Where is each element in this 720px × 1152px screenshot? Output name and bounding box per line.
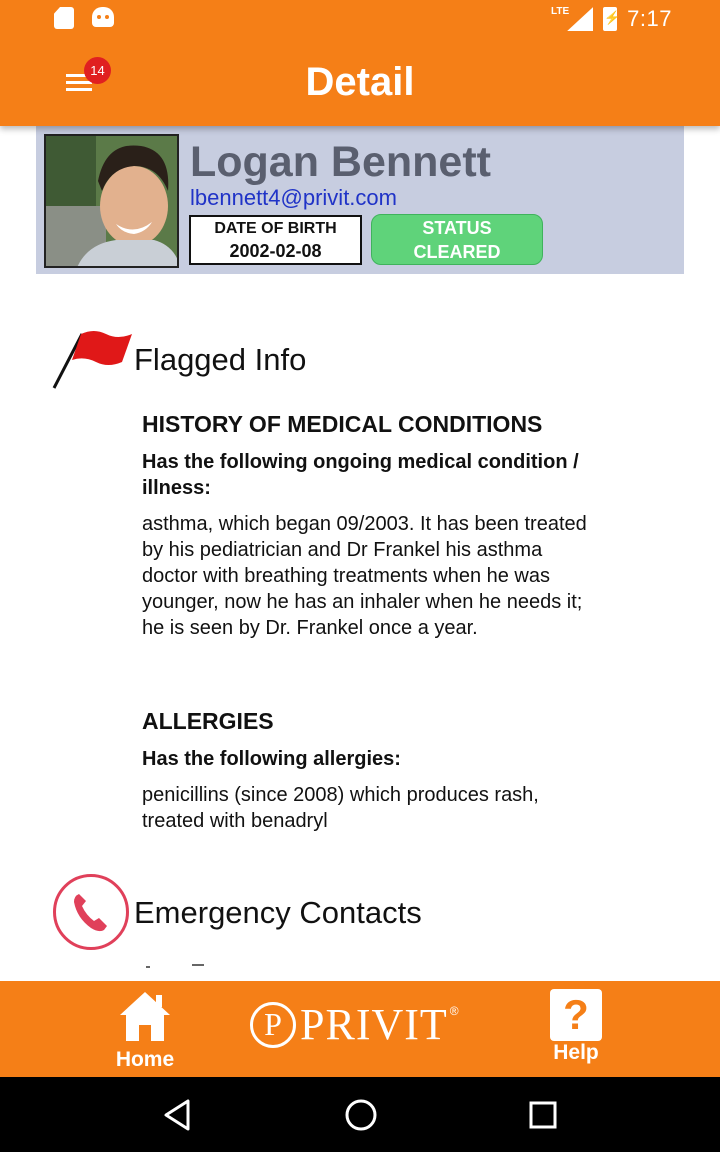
- allergies-heading: ALLERGIES: [142, 708, 274, 734]
- bottom-nav: [0, 981, 720, 1077]
- status-bar-right: [551, 6, 672, 32]
- content-cutoff-marks: [130, 960, 230, 968]
- dob-value: 2002-02-08: [229, 241, 322, 261]
- privit-wordmark: PRIVIT: [300, 1000, 448, 1049]
- status-time: 7:17: [627, 6, 672, 31]
- sd-card-icon: [54, 7, 74, 29]
- privit-mark: P: [250, 1002, 296, 1048]
- profile-name: Logan Bennett: [190, 138, 491, 186]
- medical-text: asthma, which began 09/2003. It has been treated by his pediatrician and Dr Frankel his asthma doctor with breathing treatments when he was younger, now he has an inhaler when he needs it; he is seen by Dr. Frankel once a year.: [142, 513, 587, 639]
- network-type: LTE: [551, 5, 570, 17]
- battery-charging-icon: [603, 7, 617, 31]
- android-icon: [92, 7, 114, 27]
- profile-email[interactable]: lbennett4@privit.com: [190, 185, 397, 210]
- home-button[interactable]: [104, 989, 186, 1072]
- status-bar: [0, 0, 720, 40]
- registered-mark: ®: [449, 1003, 459, 1018]
- flagged-info-title: Flagged Info: [134, 342, 307, 377]
- notification-badge: 14: [84, 57, 111, 84]
- dob-label: DATE OF BIRTH: [214, 220, 337, 237]
- page-title: Detail: [305, 60, 415, 104]
- dob-box: [189, 215, 362, 265]
- question-icon: ?: [550, 989, 602, 1041]
- status-badge: [371, 214, 543, 265]
- help-label: Help: [553, 1041, 599, 1064]
- phone-icon: [53, 874, 129, 950]
- help-button[interactable]: [535, 989, 617, 1065]
- recent-apps-icon[interactable]: [525, 1097, 561, 1133]
- avatar: [44, 134, 179, 268]
- status-label: STATUS: [422, 218, 492, 238]
- allergies-subheading: Has the following allergies:: [142, 748, 401, 770]
- allergies-text: penicillins (since 2008) which produces rash, treated with benadryl: [142, 784, 539, 832]
- medical-history-section: [142, 409, 592, 641]
- medical-subheading: Has the following ongoing medical condition / illness:: [142, 451, 579, 499]
- medical-heading: HISTORY OF MEDICAL CONDITIONS: [142, 411, 543, 437]
- profile-card: [36, 126, 684, 274]
- emergency-contacts-title: Emergency Contacts: [134, 895, 422, 930]
- system-nav-bar: [0, 1077, 720, 1152]
- home-circle-icon[interactable]: [343, 1097, 379, 1133]
- status-value: CLEARED: [413, 242, 501, 262]
- allergies-section: [142, 706, 592, 834]
- privit-logo: [250, 999, 459, 1050]
- home-label: Home: [115, 1048, 175, 1071]
- status-bar-left: [54, 7, 114, 29]
- app-bar: [0, 40, 720, 126]
- back-triangle-icon[interactable]: [160, 1097, 196, 1133]
- red-flag-icon: [50, 326, 134, 390]
- signal-icon: [567, 7, 593, 31]
- top-bar: [0, 0, 720, 126]
- house-icon: [118, 989, 172, 1043]
